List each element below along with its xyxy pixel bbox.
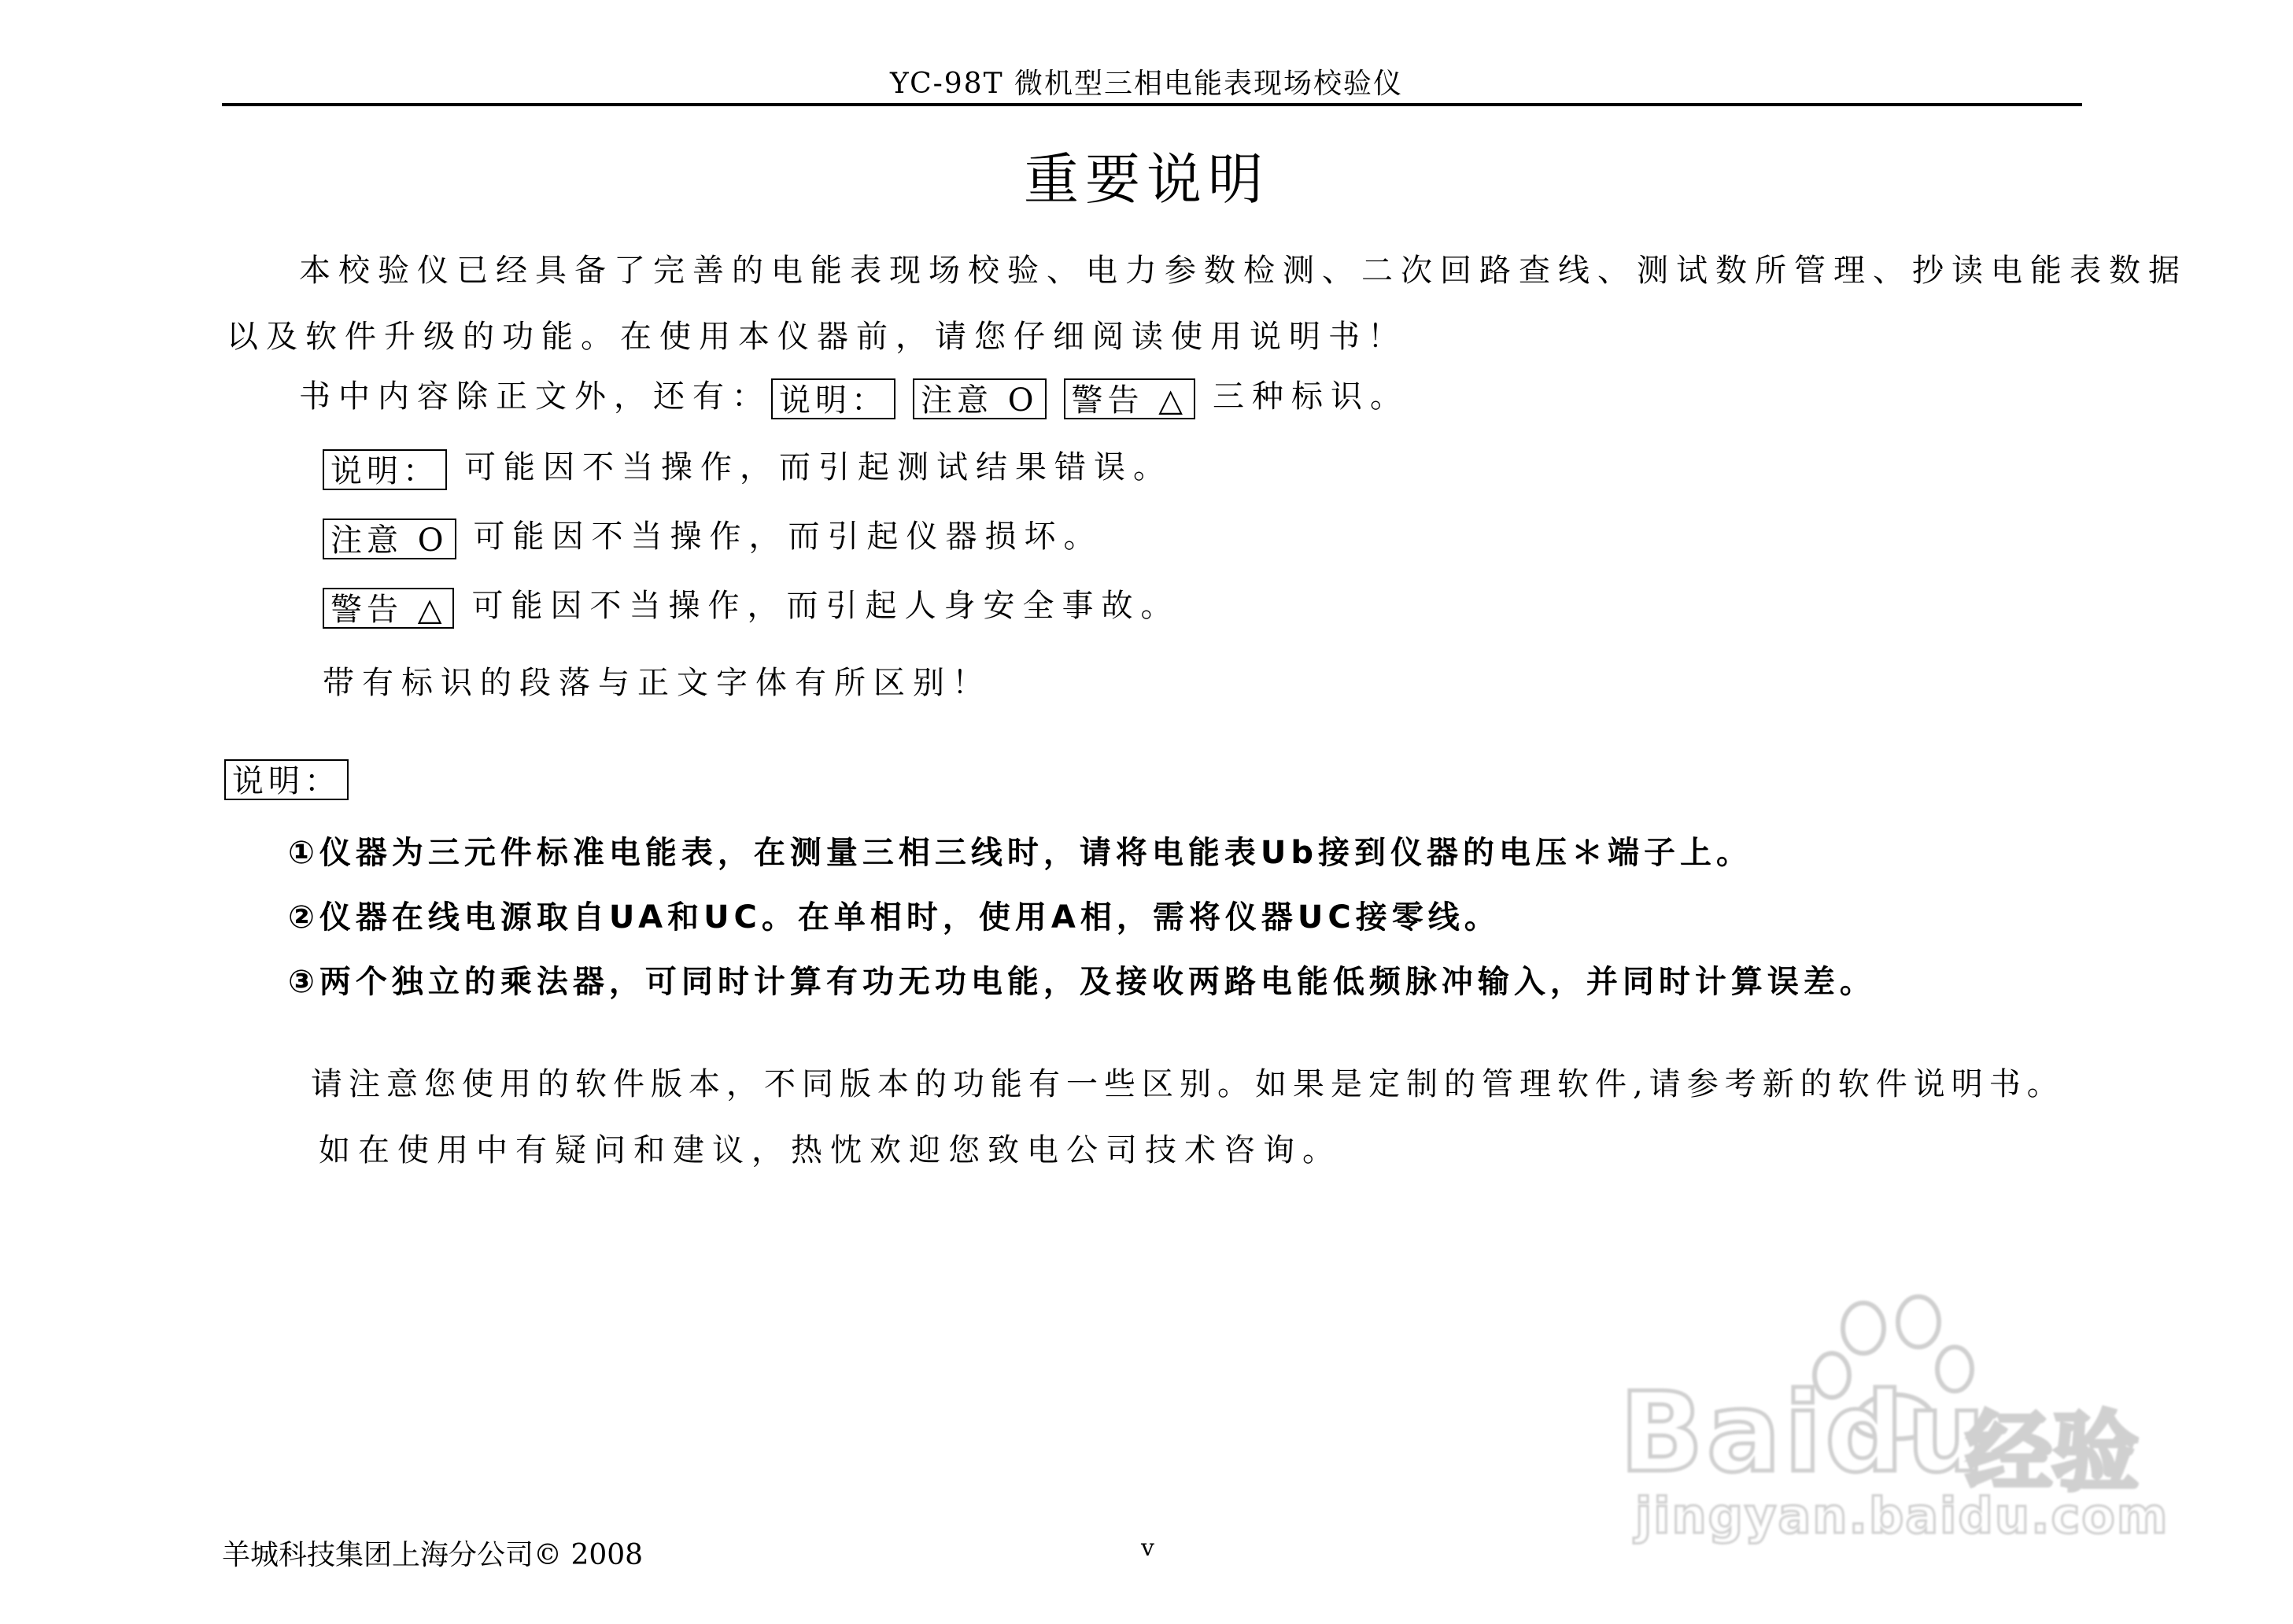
note-mark-box: 说明： (323, 449, 447, 490)
definition-text: 可能因不当操作，而引起人身安全事故。 (471, 588, 1180, 624)
footer-copyright: 羊城科技集团上海分公司© 2008 (222, 1539, 644, 1571)
page-number: v (1141, 1534, 1154, 1562)
note-item-1: ①仪器为三元件标准电能表，在测量三相三线时，请将电能表Ub接到仪器的电压＊端子上。 (288, 835, 1752, 871)
closing-line-2: 如在使用中有疑问和建议，热忱欢迎您致电公司技术咨询。 (319, 1132, 1342, 1168)
watermark-url: jingyan.baidu.com (1635, 1487, 2169, 1545)
closing-line-1: 请注意您使用的软件版本，不同版本的功能有一些区别。如果是定制的管理软件,请参考新的软件说明书。 (311, 1066, 2065, 1102)
page-title: 重要说明 (1024, 147, 1269, 212)
caution-mark-box: 注意 O (323, 519, 456, 559)
note-item-2: ②仪器在线电源取自UA和UC。在单相时，使用A相，需将仪器UC接零线。 (288, 899, 1501, 936)
marks-line (299, 375, 1409, 419)
intro-line-2: 以及软件升级的功能。在使用本仪器前，请您仔细阅读使用说明书！ (227, 319, 1407, 355)
watermark (1619, 1290, 2170, 1545)
definition-warning (323, 584, 1180, 629)
caution-mark-box: 注意 O (913, 378, 1047, 419)
definition-text: 可能因不当操作，而引起测试结果错误。 (464, 449, 1172, 485)
note-item-3: ③两个独立的乘法器，可同时计算有功无功电能，及接收两路电能低频脉冲输入，并同时计算误差。 (288, 964, 1876, 1000)
watermark-brand: Baidu (1619, 1369, 1989, 1497)
header-title: YC-98T 微机型三相电能表现场校验仪 (889, 68, 1404, 100)
marks-lead: 书中内容除正文外，还有： (299, 378, 771, 415)
definition-caution (323, 515, 1103, 559)
intro-line-1: 本校验仪已经具备了完善的电能表现场校验、电力参数检测、二次回路查线、测试数所管理、抄读电能表数据 (299, 253, 2188, 289)
note-mark-box: 说明： (771, 378, 895, 419)
definition-text: 可能因不当操作，而引起仪器损坏。 (473, 519, 1103, 555)
watermark-brand-cn: 经验 (1966, 1402, 2139, 1503)
warning-mark-box: 警告 △ (323, 588, 454, 629)
header-divider (222, 103, 2082, 106)
warning-mark-box: 警告 △ (1064, 378, 1195, 419)
definition-note (323, 445, 1172, 490)
font-note: 带有标识的段落与正文字体有所区别！ (323, 665, 991, 701)
marks-tail: 三种标识。 (1213, 378, 1409, 415)
notes-label-box: 说明： (224, 759, 349, 800)
notes-section (224, 755, 349, 800)
